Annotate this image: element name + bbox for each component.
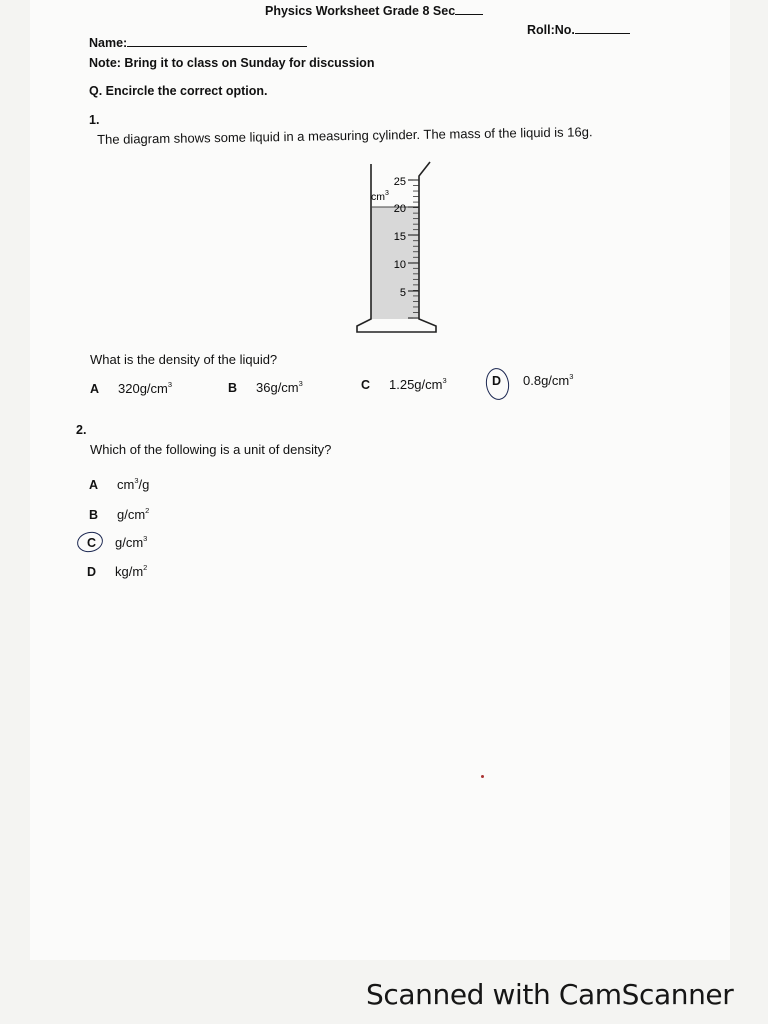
instruction-text: Q. Encircle the correct option. <box>89 84 268 98</box>
option-letter: A <box>89 478 99 492</box>
section-blank <box>455 4 483 15</box>
q2-option-a[interactable]: A $cm^3/g$ <box>89 476 150 492</box>
option-value: 36g/cm <box>256 380 299 395</box>
option-letter: D <box>87 565 97 579</box>
measuring-cylinder-diagram <box>350 158 445 338</box>
option-letter: B <box>89 508 99 522</box>
question-2-prompt: Which of the following is a unit of density? <box>90 442 332 457</box>
title-text: Physics Worksheet Grade 8 Sec <box>265 4 456 18</box>
roll-label: Roll:No. <box>527 23 575 37</box>
name-blank <box>127 36 307 47</box>
scale-label-10: 10 <box>393 259 406 271</box>
question-2-number: 2. <box>76 423 87 437</box>
option-letter: A <box>90 382 100 396</box>
q1-option-d[interactable]: D $0.8g/cm^3$ <box>492 372 574 388</box>
scale-label-5: 5 <box>399 287 406 299</box>
note-text: Note: Bring it to class on Sunday for discussion <box>89 56 375 70</box>
q2-option-b[interactable]: B $g/cm^2$ <box>89 506 150 522</box>
option-value: 0.8g/cm <box>523 373 570 388</box>
question-1-number: 1. <box>89 113 100 127</box>
name-label: Name: <box>89 36 128 50</box>
question-1-stem: The diagram shows some liquid in a measuring cylinder. The mass of the liquid is 16g. <box>97 124 593 147</box>
question-1-prompt: What is the density of the liquid? <box>90 352 278 367</box>
scale-label-25: 25 <box>393 176 406 188</box>
q1-option-c[interactable]: C $1.25g/cm^3$ <box>361 376 447 392</box>
q2-option-d[interactable]: D $kg/m^2$ <box>87 563 148 579</box>
worksheet-title <box>265 4 483 18</box>
scan-speck <box>481 775 484 778</box>
name-field <box>89 36 307 50</box>
q1-option-a[interactable]: A $320g/cm^3$ <box>90 380 173 396</box>
scale-label-20: 20 <box>393 203 406 215</box>
option-value: 1.25g/cm <box>389 377 443 392</box>
unit-label: $cm^3$ <box>371 190 389 203</box>
option-letter: B <box>228 381 238 395</box>
q1-option-b[interactable]: B $36g/cm^3$ <box>228 379 303 395</box>
camscanner-watermark: Scanned with CamScanner <box>366 978 734 1011</box>
option-letter: C <box>87 536 97 550</box>
roll-number-field <box>527 23 630 37</box>
scale-label-15: 15 <box>393 231 406 243</box>
option-letter: C <box>361 378 371 392</box>
roll-blank <box>575 23 630 34</box>
option-value: 320g/cm <box>118 381 168 396</box>
q2-option-c[interactable]: C $g/cm^3$ <box>87 534 148 550</box>
option-letter: D <box>492 374 502 388</box>
